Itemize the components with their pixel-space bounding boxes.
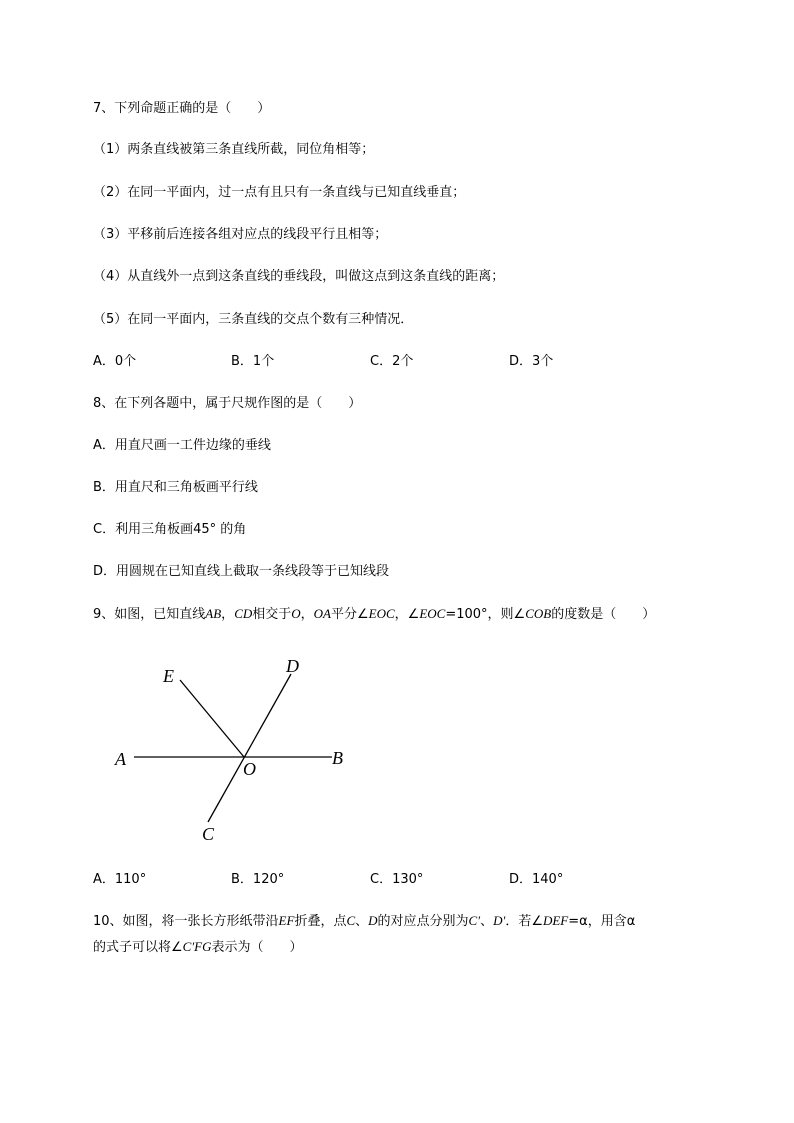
label-b: B — [332, 748, 343, 768]
q9-option-b: B．120° — [231, 872, 285, 887]
q7-option-b: B．1个 — [231, 354, 275, 369]
q7-item-3: （3）平移前后连接各组对应点的线段平行且相等； — [93, 227, 388, 242]
q8-option-c: C．利用三角板画45° 的角 — [93, 522, 247, 537]
ray-oe — [180, 680, 244, 757]
q9-option-c: C．130° — [370, 872, 424, 887]
q7-option-a: A．0个 — [93, 354, 137, 369]
q10-stem-line2: 的式子可以将∠C′FG表示为（ ） — [93, 939, 303, 955]
q7-item-1: （1）两条直线被第三条直线所截，同位角相等； — [93, 142, 375, 157]
q10-stem-line1: 10、如图，将一张长方形纸带沿EF折叠，点C、D的对应点分别为C′、D′．若∠DEF=α，用含α — [93, 913, 636, 929]
q9-option-a: A．110° — [93, 872, 147, 887]
q7-option-c: C．2个 — [370, 354, 414, 369]
q9-stem: 9、如图，已知直线AB，CD相交于O，OA平分∠EOC，∠EOC=100°，则∠COB的度数是（ ） — [93, 606, 656, 622]
label-e: E — [163, 666, 174, 686]
q7-item-4: （4）从直线外一点到这条直线的垂线段，叫做这点到这条直线的距离； — [93, 269, 505, 284]
q7-item-2: （2）在同一平面内，过一点有且只有一条直线与已知直线垂直； — [93, 185, 466, 200]
label-a: A — [115, 749, 126, 769]
q7-stem: 7、下列命题正确的是（ ） — [93, 101, 271, 116]
q7-option-d: D．3个 — [509, 354, 554, 369]
q8-stem: 8、在下列各题中，属于尺规作图的是（ ） — [93, 396, 362, 411]
q9-figure — [110, 650, 360, 850]
line-cd — [208, 674, 291, 822]
q7-item-5: （5）在同一平面内，三条直线的交点个数有三种情况． — [93, 312, 414, 327]
q8-option-b: B．用直尺和三角板画平行线 — [93, 480, 258, 495]
label-d: D — [286, 656, 299, 676]
q8-option-a: A．用直尺画一工件边缘的垂线 — [93, 438, 271, 453]
label-c: C — [202, 824, 215, 844]
label-o: O — [243, 759, 256, 779]
q9-option-d: D．140° — [509, 872, 564, 887]
q8-option-d: D．用圆规在已知直线上截取一条线段等于已知线段 — [93, 564, 390, 579]
